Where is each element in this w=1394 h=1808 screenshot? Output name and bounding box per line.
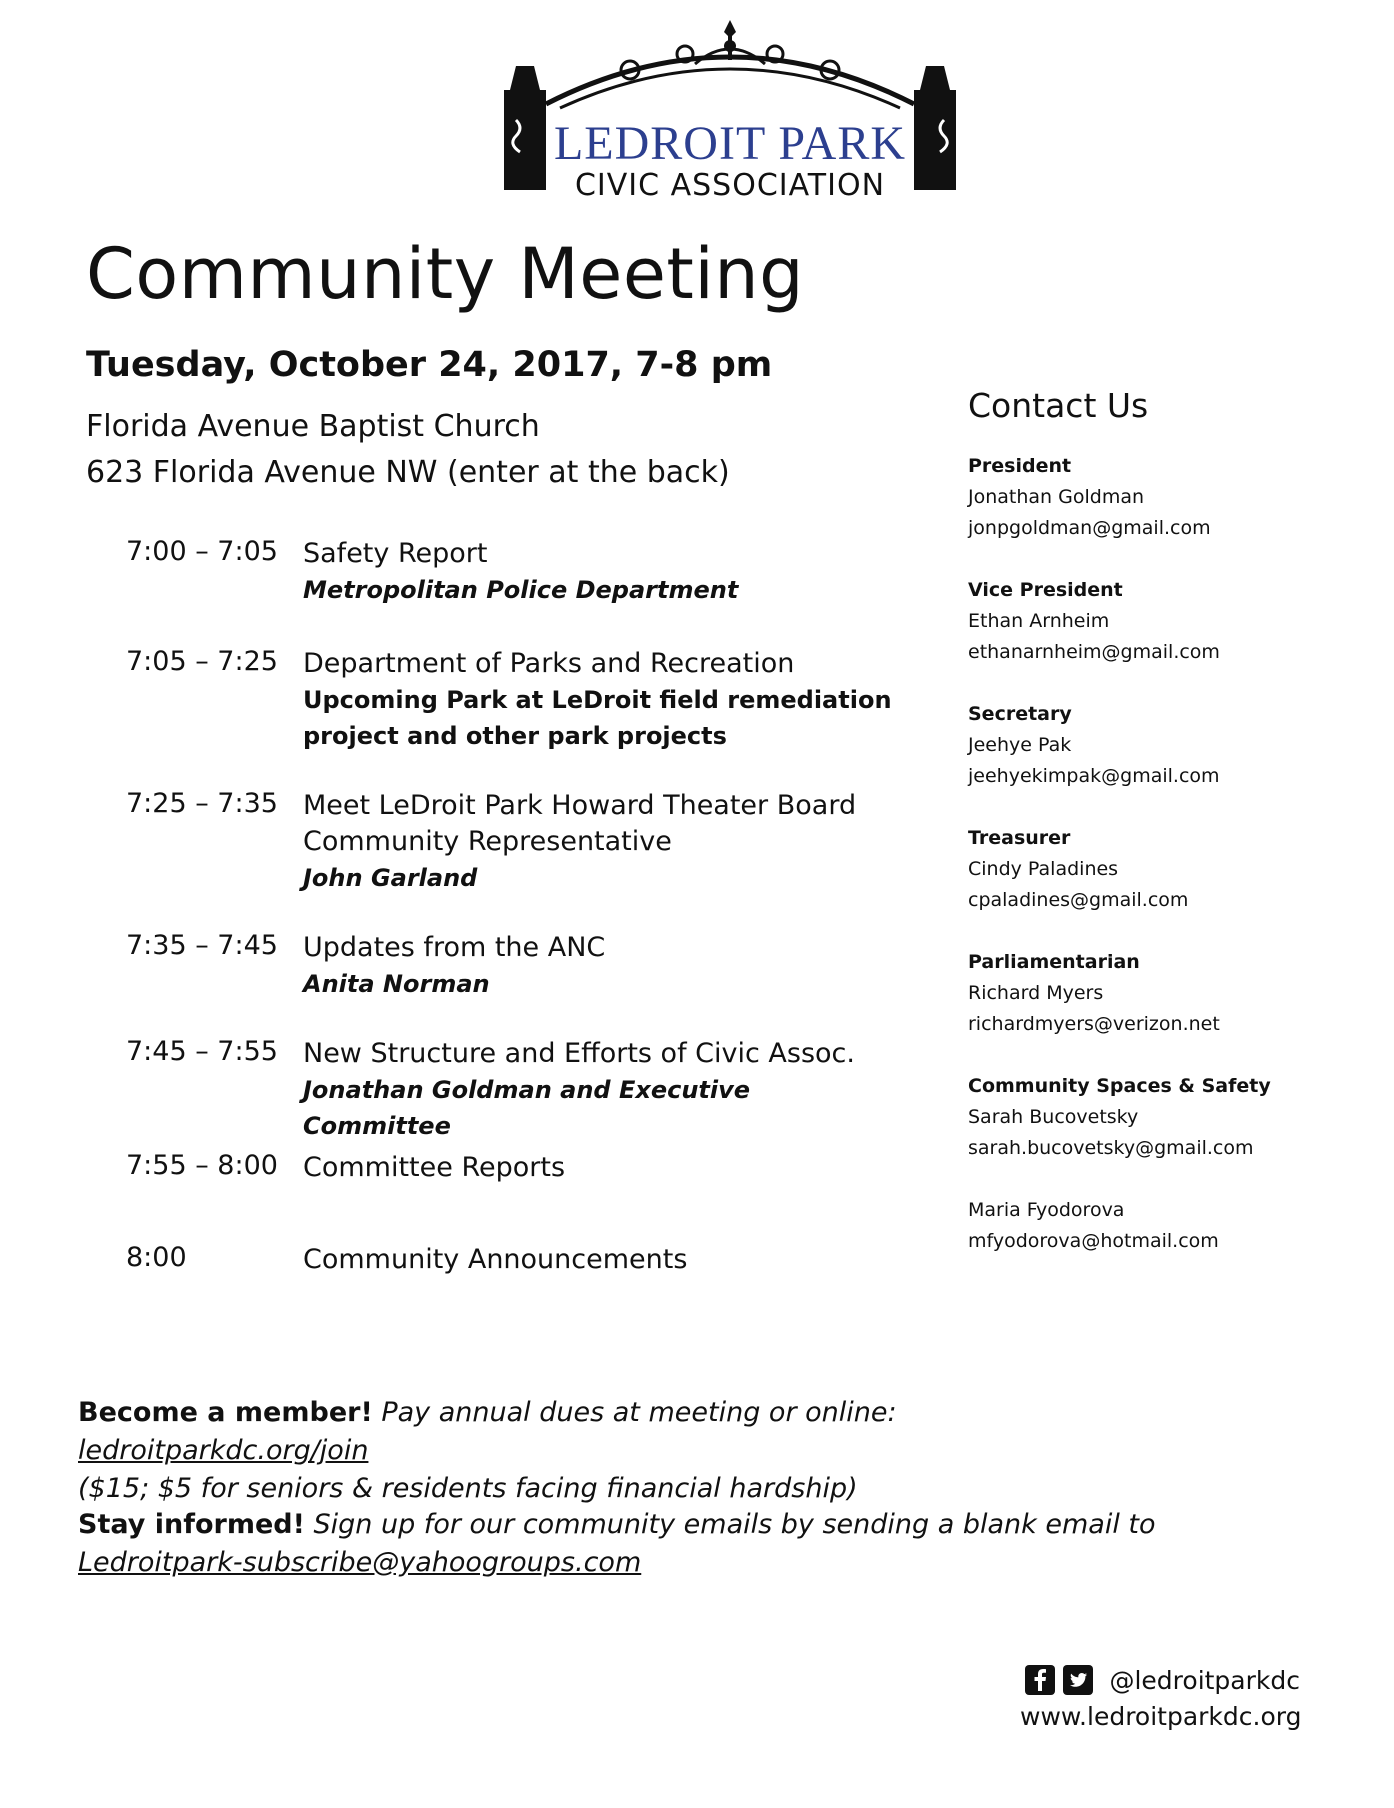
agenda-time: 7:25 – 7:35 [126, 788, 278, 819]
agenda-topic: Committee Reports [303, 1152, 566, 1183]
contact-role: Parliamentarian [968, 951, 1140, 973]
agenda-presenter: John Garland [303, 864, 478, 892]
contact-secretary [968, 699, 1368, 792]
contact-president [968, 451, 1368, 544]
logo-title: LEDROIT PARK [553, 117, 907, 170]
agenda-time: 7:05 – 7:25 [126, 646, 278, 677]
subscribe-lead: Stay informed! [78, 1509, 305, 1540]
subscribe-notice [78, 1506, 1178, 1582]
contact-role: Community Spaces & Safety [968, 1075, 1271, 1097]
contact-email[interactable]: cpaladines@gmail.com [968, 889, 1189, 911]
contact-role: Secretary [968, 703, 1072, 725]
contact-email[interactable]: mfyodorova@hotmail.com [968, 1230, 1219, 1252]
contact-role: President [968, 455, 1072, 477]
contact-name: Jeehye Pak [968, 734, 1072, 756]
association-logo [490, 20, 970, 203]
contact-role: Vice President [968, 579, 1123, 601]
agenda-topic: Safety Report [303, 538, 488, 569]
contact-name: Richard Myers [968, 982, 1104, 1004]
venue-name: Florida Avenue Baptist Church [86, 409, 540, 444]
contact-parliamentarian [968, 947, 1368, 1040]
contact-sidebar [968, 386, 1368, 1288]
agenda-time: 7:45 – 7:55 [126, 1036, 278, 1067]
agenda-time: 7:55 – 8:00 [126, 1150, 278, 1181]
venue-address: 623 Florida Avenue NW (enter at the back) [86, 455, 730, 490]
agenda-time: 7:00 – 7:05 [126, 536, 278, 567]
logo-subtitle: CIVIC ASSOCIATION [574, 168, 886, 203]
contact-email[interactable]: richardmyers@verizon.net [968, 1013, 1220, 1035]
agenda-topic: New Structure and Efforts of Civic Assoc. [303, 1038, 855, 1069]
subscribe-email-link[interactable]: Ledroitpark-subscribe@yahoogroups.com [78, 1547, 642, 1578]
contact-role: Treasurer [968, 827, 1071, 849]
membership-link[interactable]: ledroitparkdc.org/join [78, 1435, 369, 1466]
agenda-time: 8:00 [126, 1242, 187, 1273]
contact-community-spaces [968, 1071, 1368, 1164]
agenda-presenter: Metropolitan Police Department [303, 576, 739, 604]
contact-name: Ethan Arnheim [968, 610, 1110, 632]
facebook-icon[interactable] [1025, 1665, 1055, 1695]
agenda-time: 7:35 – 7:45 [126, 930, 278, 961]
contact-heading: Contact Us [968, 386, 1149, 425]
contact-community-spaces-2 [968, 1195, 1368, 1257]
agenda-presenter: Upcoming Park at LeDroit field remediation project and other park projects [303, 686, 892, 750]
twitter-icon[interactable] [1063, 1665, 1093, 1695]
meeting-date: Tuesday, October 24, 2017, 7-8 pm [86, 345, 773, 385]
contact-vice-president [968, 575, 1368, 668]
agenda-presenter: Anita Norman [303, 970, 490, 998]
contact-email[interactable]: ethanarnheim@gmail.com [968, 641, 1220, 663]
social-handle[interactable]: @ledroitparkdc [1109, 1665, 1300, 1695]
agenda-topic: Meet LeDroit Park Howard Theater Board Community Representative [303, 790, 857, 857]
page-title: Community Meeting [86, 233, 805, 315]
subscribe-text: Sign up for our community emails by sending a blank email to [304, 1509, 1156, 1540]
contact-email[interactable]: jonpgoldman@gmail.com [968, 517, 1211, 539]
agenda-topic: Department of Parks and Recreation [303, 648, 795, 679]
social-links [1020, 1660, 1300, 1731]
contact-email[interactable]: jeehyekimpak@gmail.com [968, 765, 1220, 787]
contact-treasurer [968, 823, 1368, 916]
website-url[interactable]: www.ledroitparkdc.org [1020, 1702, 1302, 1731]
agenda-topic: Community Announcements [303, 1244, 688, 1275]
membership-text: Pay annual dues at meeting or online: [372, 1397, 897, 1428]
contact-email[interactable]: sarah.bucovetsky@gmail.com [968, 1137, 1254, 1159]
agenda-topic: Updates from the ANC [303, 932, 606, 963]
contact-name: Cindy Paladines [968, 858, 1119, 880]
membership-note: ($15; $5 for seniors & residents facing financial hardship) [78, 1473, 858, 1504]
contact-name: Sarah Bucovetsky [968, 1106, 1139, 1128]
venue [86, 404, 730, 496]
agenda-presenter: Jonathan Goldman and Executive Committee [303, 1076, 751, 1140]
contact-name: Maria Fyodorova [968, 1199, 1125, 1221]
contact-name: Jonathan Goldman [968, 486, 1145, 508]
membership-lead: Become a member! [78, 1397, 373, 1428]
membership-notice [78, 1394, 1178, 1508]
